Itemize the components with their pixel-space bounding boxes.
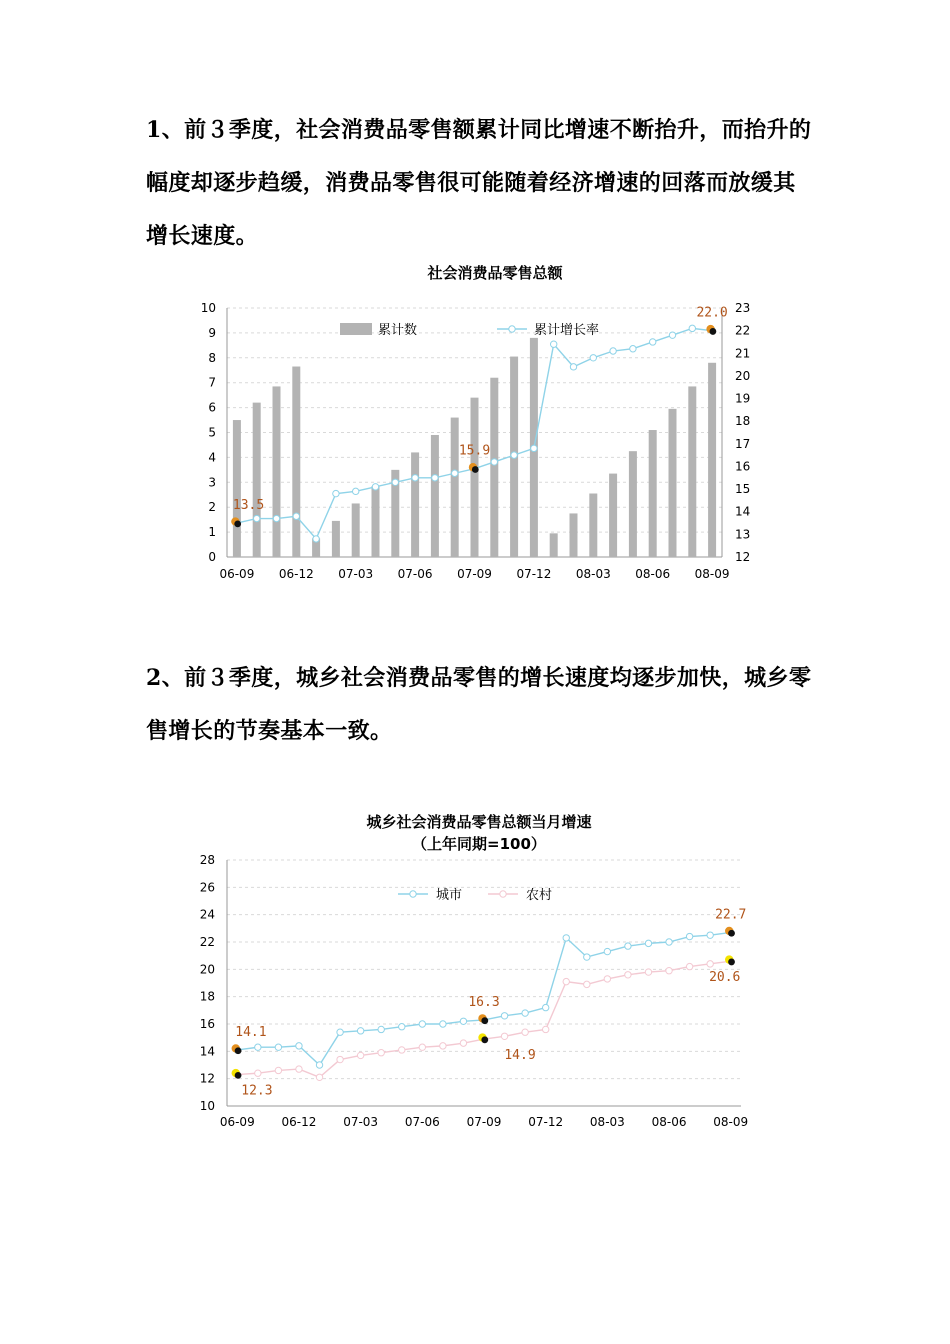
data-label: 13.5 xyxy=(232,498,265,514)
x-tick-label: 06-12 xyxy=(281,1115,317,1129)
rural-point xyxy=(686,963,692,969)
data-label: 12.3 xyxy=(241,1083,273,1099)
growth-point xyxy=(273,515,279,521)
x-tick-label: 07-03 xyxy=(338,567,374,581)
urban-point xyxy=(275,1044,281,1050)
y-right-tick-label: 17 xyxy=(735,436,751,451)
chart-subtitle: （上年同期=100） xyxy=(412,835,546,853)
y-left-tick-label: 9 xyxy=(208,325,216,340)
bar xyxy=(550,533,558,557)
rural-point xyxy=(707,961,713,967)
paragraph-2: 2、前３季度，城乡社会消费品零售的增长速度均逐步加快，城乡零售增长的节奏基本一致。 xyxy=(146,665,812,744)
y-left-tick-label: 4 xyxy=(208,450,216,465)
bar xyxy=(471,398,479,557)
x-tick-label: 07-12 xyxy=(516,567,552,581)
growth-point xyxy=(570,364,576,370)
rural-point xyxy=(275,1067,281,1073)
highlight-point xyxy=(235,1047,242,1054)
urban-point xyxy=(563,935,569,941)
growth-point xyxy=(452,470,458,476)
growth-point xyxy=(630,346,636,352)
rural-point xyxy=(378,1050,384,1056)
rural-point xyxy=(542,1026,548,1032)
growth-point xyxy=(353,488,359,494)
bar xyxy=(233,420,241,557)
bar xyxy=(589,494,597,557)
y-tick-label: 18 xyxy=(199,989,215,1004)
x-tick-label: 07-09 xyxy=(466,1115,502,1129)
rural-point xyxy=(645,969,651,975)
urban-point xyxy=(460,1018,466,1024)
data-label: 15.9 xyxy=(458,443,491,459)
y-tick-label: 22 xyxy=(199,935,215,949)
x-tick-label: 08-03 xyxy=(589,1115,625,1129)
rural-point xyxy=(501,1033,507,1039)
urban-point xyxy=(501,1013,507,1019)
bar xyxy=(629,451,637,557)
rural-point xyxy=(296,1066,302,1072)
rural-point xyxy=(584,981,590,987)
x-tick-label: 08-06 xyxy=(635,567,671,581)
y-tick-label: 12 xyxy=(199,1071,215,1086)
paragraph-1: 1、前３季度，社会消费品零售额累计同比增速不断抬升，而抬升的幅度却逐步趋缓，消费品零售很可能随着经济增速的回落而放缓其增长速度。 xyxy=(146,117,812,249)
y-right-tick-label: 12 xyxy=(735,550,751,564)
x-tick-label: 07-03 xyxy=(343,1115,379,1129)
rural-point xyxy=(255,1070,261,1076)
urban-point xyxy=(337,1029,343,1035)
y-left-tick-label: 0 xyxy=(208,550,216,564)
growth-point xyxy=(392,479,398,485)
x-tick-label: 08-06 xyxy=(651,1115,687,1129)
rural-point xyxy=(440,1043,446,1049)
x-tick-label: 06-12 xyxy=(278,567,314,581)
growth-point xyxy=(491,459,497,465)
bar xyxy=(490,378,498,557)
y-right-tick-label: 19 xyxy=(735,391,751,406)
legend-line-label: 累计增长率 xyxy=(534,323,600,338)
y-right-tick-label: 22 xyxy=(735,323,751,338)
urban-point xyxy=(645,940,651,946)
rural-point xyxy=(337,1056,343,1062)
legend-bar-label: 累计数 xyxy=(378,323,418,338)
chart-title: 社会消费品零售总额 xyxy=(427,264,563,282)
urban-point xyxy=(378,1026,384,1032)
legend-rural-label: 农村 xyxy=(526,888,553,903)
data-label: 16.3 xyxy=(468,994,500,1010)
urban-point xyxy=(666,939,672,945)
x-tick-label: 07-12 xyxy=(528,1115,564,1129)
x-tick-label: 08-09 xyxy=(713,1115,749,1129)
growth-point xyxy=(669,332,675,338)
y-left-tick-label: 3 xyxy=(208,475,216,490)
rural-point xyxy=(522,1029,528,1035)
y-tick-label: 16 xyxy=(199,1017,215,1031)
growth-point xyxy=(412,475,418,481)
y-right-tick-label: 14 xyxy=(735,504,751,519)
rural-point xyxy=(604,976,610,982)
y-right-tick-label: 15 xyxy=(735,482,751,497)
x-tick-label: 07-09 xyxy=(457,567,492,581)
growth-point xyxy=(432,475,438,481)
y-right-tick-label: 20 xyxy=(735,368,751,383)
highlight-point xyxy=(481,1017,488,1024)
x-tick-label: 06-09 xyxy=(219,567,255,581)
urban-point xyxy=(604,948,610,954)
y-tick-label: 10 xyxy=(199,1099,215,1113)
y-left-tick-label: 6 xyxy=(208,400,216,415)
legend-rural-marker xyxy=(500,891,506,897)
x-tick-label: 07-06 xyxy=(404,1115,440,1129)
bar xyxy=(708,363,716,557)
rural-point xyxy=(357,1052,363,1058)
bar xyxy=(688,386,696,557)
x-tick-label: 07-06 xyxy=(397,567,433,581)
y-left-tick-label: 8 xyxy=(208,350,216,365)
highlight-point xyxy=(728,930,735,937)
rural-point xyxy=(460,1040,466,1046)
x-tick-label: 06-09 xyxy=(219,1115,255,1129)
y-tick-label: 28 xyxy=(199,853,215,867)
highlight-point xyxy=(728,959,735,966)
highlight-point xyxy=(710,328,717,335)
legend-line-marker xyxy=(509,326,515,332)
y-right-tick-label: 18 xyxy=(735,414,751,429)
y-tick-label: 26 xyxy=(199,880,215,895)
y-left-tick-label: 1 xyxy=(208,525,216,540)
bar xyxy=(332,521,340,557)
bar xyxy=(352,503,360,557)
urban-point xyxy=(440,1021,446,1027)
y-left-tick-label: 10 xyxy=(200,301,216,315)
urban-point xyxy=(255,1044,261,1050)
urban-point xyxy=(296,1043,302,1049)
data-label: 14.1 xyxy=(235,1024,267,1040)
rural-point xyxy=(666,968,672,974)
highlight-point xyxy=(235,1072,242,1079)
growth-point xyxy=(313,536,319,542)
y-left-tick-label: 2 xyxy=(208,500,216,515)
urban-point xyxy=(522,1010,528,1016)
growth-point xyxy=(333,490,339,496)
bar xyxy=(273,386,281,557)
bar xyxy=(292,367,300,557)
bar xyxy=(431,435,439,557)
data-label: 20.6 xyxy=(709,970,741,986)
y-tick-label: 24 xyxy=(199,907,215,922)
highlight-point xyxy=(234,520,241,527)
urban-point xyxy=(584,954,590,960)
bar xyxy=(649,430,657,557)
growth-point xyxy=(254,515,260,521)
rural-point xyxy=(419,1044,425,1050)
rural-point xyxy=(316,1074,322,1080)
bar xyxy=(253,403,261,557)
x-tick-label: 08-03 xyxy=(575,567,611,581)
urban-point xyxy=(542,1004,548,1010)
urban-point xyxy=(419,1021,425,1027)
growth-point xyxy=(590,355,596,361)
bar xyxy=(372,486,380,557)
growth-point xyxy=(531,445,537,451)
data-label: 22.7 xyxy=(715,907,747,923)
legend-bar-swatch xyxy=(340,323,372,335)
growth-point xyxy=(293,513,299,519)
y-right-tick-label: 13 xyxy=(735,527,751,542)
growth-point xyxy=(689,325,695,331)
highlight-point xyxy=(472,466,479,473)
rural-point xyxy=(563,978,569,984)
legend-urban-label: 城市 xyxy=(436,888,463,903)
data-label: 22.0 xyxy=(696,305,728,321)
data-label: 14.9 xyxy=(504,1048,536,1064)
y-left-tick-label: 7 xyxy=(208,375,216,390)
y-right-tick-label: 21 xyxy=(735,346,751,361)
growth-point xyxy=(551,341,557,347)
y-tick-label: 14 xyxy=(199,1044,215,1059)
growth-point xyxy=(372,484,378,490)
y-right-tick-label: 16 xyxy=(735,459,751,474)
urban-point xyxy=(399,1024,405,1030)
growth-point xyxy=(650,339,656,345)
bar xyxy=(669,409,677,557)
bar xyxy=(570,513,578,557)
urban-point xyxy=(316,1062,322,1068)
y-tick-label: 20 xyxy=(199,962,215,977)
bar xyxy=(609,474,617,557)
urban-point xyxy=(625,943,631,949)
urban-point xyxy=(357,1028,363,1034)
x-tick-label: 08-09 xyxy=(694,567,730,581)
highlight-point xyxy=(481,1036,488,1043)
growth-point xyxy=(511,452,517,458)
rural-point xyxy=(625,972,631,978)
y-right-tick-label: 23 xyxy=(735,301,751,315)
chart-title: 城乡社会消费品零售总额当月增速 xyxy=(366,813,592,831)
bar xyxy=(451,418,459,557)
urban-point xyxy=(686,933,692,939)
y-left-tick-label: 5 xyxy=(208,425,216,440)
bar xyxy=(411,452,419,557)
growth-point xyxy=(610,348,616,354)
legend-urban-marker xyxy=(410,891,416,897)
urban-point xyxy=(707,932,713,938)
rural-point xyxy=(399,1047,405,1053)
